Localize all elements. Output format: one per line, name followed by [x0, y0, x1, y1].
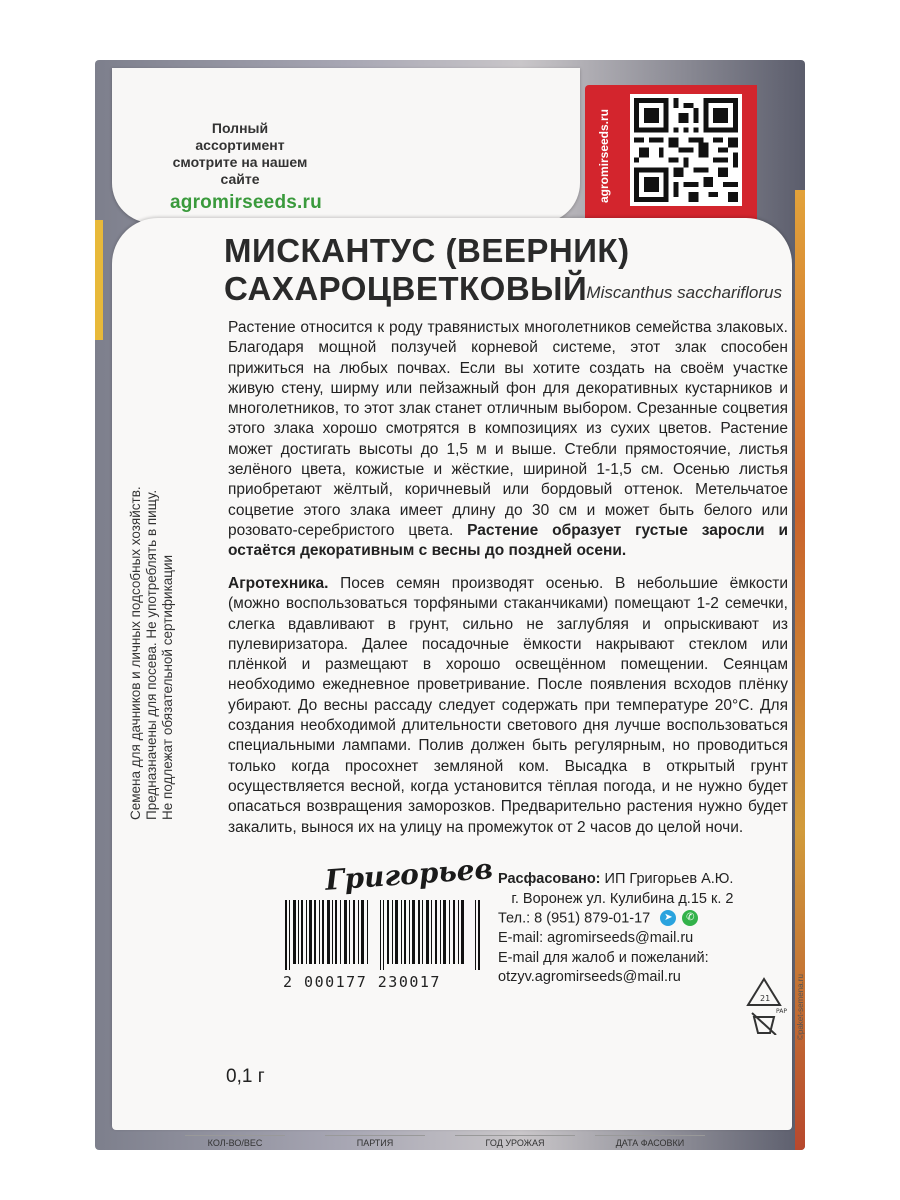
- telegram-icon[interactable]: ➤: [660, 910, 676, 926]
- title-line-1: МИСКАНТУС (ВЕЕРНИК): [224, 232, 630, 269]
- recycle-icon: [740, 975, 788, 1035]
- printer-credit: ©paket-semena.ru: [796, 974, 805, 1040]
- agro-text: Посев семян производят осенью. В небольшие ёмкости (можно воспользоваться торфяными стаканчиками) помещают 1-2 семечки, слегка вдавливают в грунт, сильно не заглубляя и опрыскивают из пулевиризатора. Далее посадочные ёмкости накрывают стеклом или плёнкой и размещают в хорошо освещённом помещении. Сеянцам необходимо ежедневное проветривание. После появления всходов плёнку убирают. До весны рассаду следует содержать при температуре 20°С. Для создания необходимой длительности светового дня лучше воспользоваться специальными лампами. Полив должен быть регулярным, но проводиться только когда просохнет земляной ком. Высадка в открытый грунт осуществляется весной, когда установится тёплая погода, и не нужно будет опасаться возвращения заморозков. Предварительно растения нужно будет закалить, вынося их на улицу на промежуток от 2 часов до целой ночи.: [228, 575, 789, 836]
- title-line-2: САХАРОЦВЕТКОВЫЙ: [224, 270, 588, 307]
- qr-tag-url: agromirseeds.ru: [597, 108, 612, 204]
- description-bold: Растение образует густые заросли и остаётся декоративным с весны до поздней осени.: [228, 521, 788, 560]
- packed-line: [498, 870, 733, 890]
- email[interactable]: E-mail: agromirseeds@mail.ru: [498, 930, 694, 947]
- agrotechnics: [228, 574, 788, 838]
- packed-label: Расфасовано:: [498, 871, 601, 887]
- brand-signature: Григорьев: [324, 852, 494, 897]
- barcode: [283, 900, 483, 970]
- label-harvest-year: ГОД УРОЖАЯ: [455, 1135, 575, 1148]
- messenger-icons: [658, 909, 698, 929]
- barcode-number: 2 000177 230017: [283, 973, 441, 991]
- description-text: Растение относится к роду травянистых многолетников семейства злаковых. Благодаря мощной ползучей корневой системе, этот злак способен прижиться на любых почвах. Если вы хотите создать на своём участке живую стену, ширму или пейзажный фон для декоративных кустарников и многолетников, то этот злак станет отличным выбором. Срезанные соцветия этого злака хорошо смотрятся в композициях из сухих цветов. Растение может достигать высоты до 1,5 м и выше. Стебли прямостоячие, листья зелёного цвета, кожистые и жёсткие, шириной 1-1,5 см. Осенью листья приобретают жёлтый, коричневый или бордовый оттенок. Метельчатое соцветие этого злака имеет длину до 30 см и может быть белого или розовато-серебристого цвета.: [228, 319, 788, 539]
- product-title: [224, 232, 630, 308]
- packed-value: ИП Григорьев А.Ю.: [604, 871, 734, 887]
- label-qty: КОЛ-ВО/ВЕС: [185, 1135, 285, 1148]
- qr-tag-vertical: [597, 109, 615, 209]
- recycle-code: PAP: [776, 1008, 787, 1015]
- latin-name: Miscanthus sacchariflorus: [586, 283, 782, 302]
- complaints-email[interactable]: otzyv.agromirseeds@mail.ru: [498, 969, 681, 986]
- address: г. Воронеж ул. Кулибина д.15 к. 2: [511, 890, 734, 907]
- packet-left-stripe: [95, 220, 103, 340]
- complaints-label: E-mail для жалоб и пожеланий:: [498, 949, 709, 966]
- agro-heading: Агротехника.: [228, 575, 329, 592]
- weight: 0,1 г: [226, 1066, 265, 1087]
- site-block: [170, 120, 322, 214]
- phone-line: [498, 909, 733, 929]
- bottom-labels: [185, 1135, 705, 1151]
- label-pack-date: ДАТА ФАСОВКИ: [595, 1135, 705, 1148]
- qr-code-icon[interactable]: [630, 94, 742, 206]
- site-url[interactable]: agromirseeds.ru: [170, 192, 322, 213]
- recycle-number: 21: [760, 994, 771, 1003]
- site-line-2: смотрите на нашем сайте: [172, 154, 308, 187]
- phone[interactable]: Тел.: 8 (951) 879-01-17: [498, 910, 651, 927]
- side-note-line-2: Предназначены для посева. Не употреблять в пищу.: [144, 489, 159, 820]
- side-note: [128, 180, 176, 820]
- side-note-line-3: Не подлежат обязательной сертификации: [160, 554, 175, 820]
- side-note-line-1: Семена для дачников и личных подсобных хозяйств.: [128, 486, 143, 820]
- contacts-block: [498, 870, 733, 988]
- site-line-1: Полный ассортимент: [195, 120, 285, 153]
- description: [228, 318, 788, 562]
- whatsapp-icon[interactable]: ✆: [682, 910, 698, 926]
- label-batch: ПАРТИЯ: [325, 1135, 425, 1148]
